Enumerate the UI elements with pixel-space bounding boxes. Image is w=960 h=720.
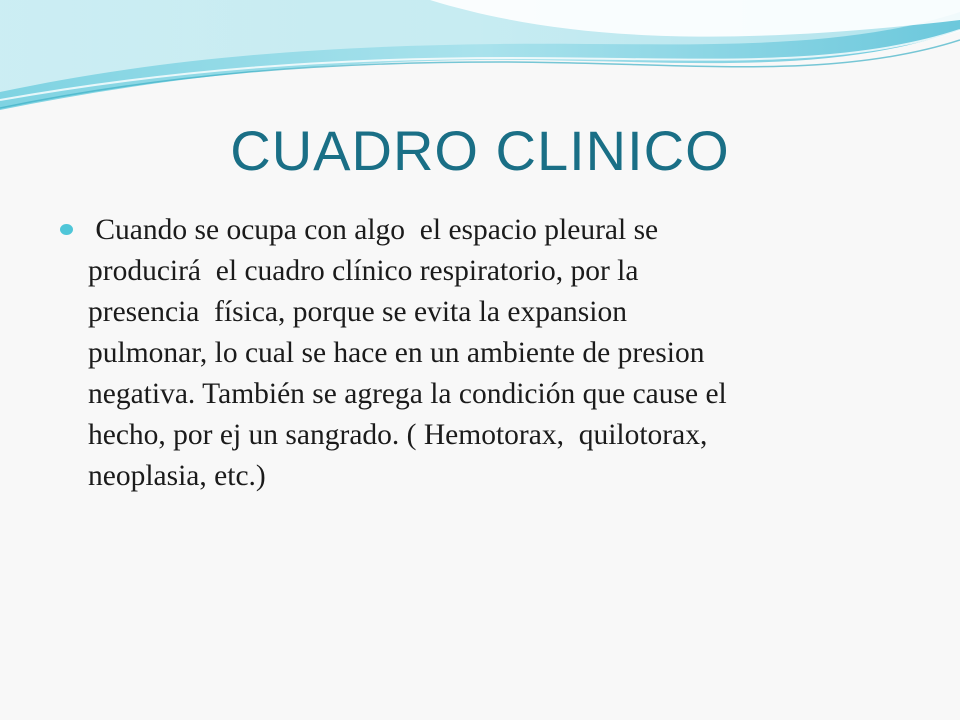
bullet-line: presencia física, porque se evita la expansion [88,296,627,328]
bullet-list [60,210,900,497]
bullet-line: neoplasia, etc.) [88,460,266,492]
bullet-line: Cuando se ocupa con algo el espacio pleural se [88,214,659,246]
bullet-line: negativa. También se agrega la condición que cause el [88,378,727,410]
bullet-dot-icon [60,224,73,235]
bullet-line: pulmonar, lo cual se hace en un ambiente de presion [88,337,705,369]
header-wave-decoration [0,0,960,120]
bullet-item [60,210,900,497]
slide-title: CUADRO CLINICO [230,119,730,182]
bullet-line: hecho, por ej un sangrado. ( Hemotorax, quilotorax, [88,419,708,451]
bullet-line: producirá el cuadro clínico respiratorio, por la [88,255,639,287]
